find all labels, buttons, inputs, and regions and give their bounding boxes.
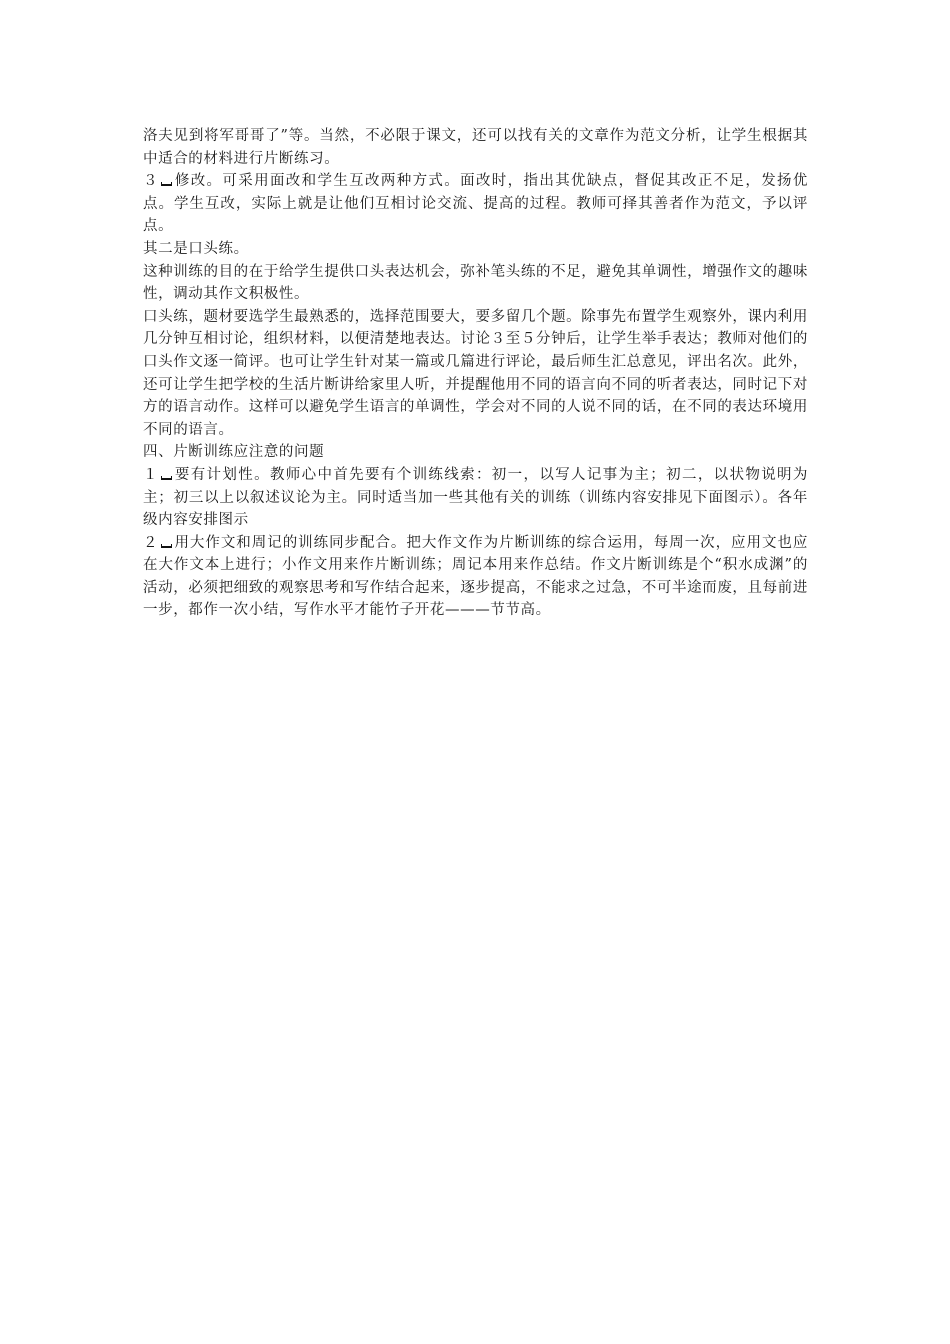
list-number: ２ [143, 534, 159, 551]
paragraph-5: 口头练，题材要选学生最熟悉的，选择范围要大，要多留几个题。除事先布置学生观察外，课内利用几分钟互相讨论，组织材料，以便清楚地表达。讨论３至５分钟后，让学生举手表达；教师对他们的口头作文逐一简评。也可让学生针对某一篇或几篇进行评论，最后师生汇总意见，评出名次。此外，还可让学生把学校的生活片断讲给家里人听，并提醒他用不同的语言向不同的听者表达，同时记下对方的语言动作。这样可以避免学生语言的单调性，学会对不同的人说不同的话，在不同的表达环境用不同的语言。 [143, 308, 808, 438]
list-number: ３ [143, 173, 159, 190]
paragraph-2 [143, 170, 808, 238]
list-number: １ [143, 466, 159, 483]
paragraph-8 [143, 532, 808, 622]
document-body [143, 125, 808, 622]
paragraph-4: 这种训练的目的在于给学生提供口头表达机会，弥补笔头练的不足，避免其单调性，增强作文的趣味性，调动其作文积极性。 [143, 263, 808, 303]
list-marker-icon [161, 476, 172, 480]
section-heading: 四、片断训练应注意的问题 [143, 444, 325, 461]
paragraph-8-text: 用大作文和周记的训练同步配合。把大作文作为片断训练的综合运用，每周一次，应用文也应在大作文本上进行；小作文用来作片断训练；周记本用来作总结。作文片断训练是个“积水成渊”的活动，必须把细致的观察思考和写作结合起来，逐步提高，不能求之过急，不可半途而废，且每前进一步，都作一次小结，写作水平才能竹子开花———节节高。 [143, 534, 808, 619]
paragraph-2-text: 修改。可采用面改和学生互改两种方式。面改时，指出其优缺点，督促其改正不足，发扬优点。学生互改，实际上就是让他们互相讨论交流、提高的过程。教师可择其善者作为范文，予以评点。 [143, 173, 808, 235]
paragraph-1: 洛夫见到将军哥哥了”等。当然，不必限于课文，还可以找有关的文章作为范文分析，让学生根据其中适合的材料进行片断练习。 [143, 128, 808, 167]
paragraph-7-text: 要有计划性。教师心中首先要有个训练线索：初一，以写人记事为主；初二，以状物说明为主；初三以上以叙述议论为主。同时适当加一些其他有关的训练（训练内容安排见下面图示）。各年级内容安排图示 [143, 466, 808, 529]
paragraph-7 [143, 464, 808, 532]
list-marker-icon [161, 182, 172, 186]
paragraph-3: 其二是口头练。 [143, 240, 249, 257]
list-marker-icon [161, 544, 172, 548]
